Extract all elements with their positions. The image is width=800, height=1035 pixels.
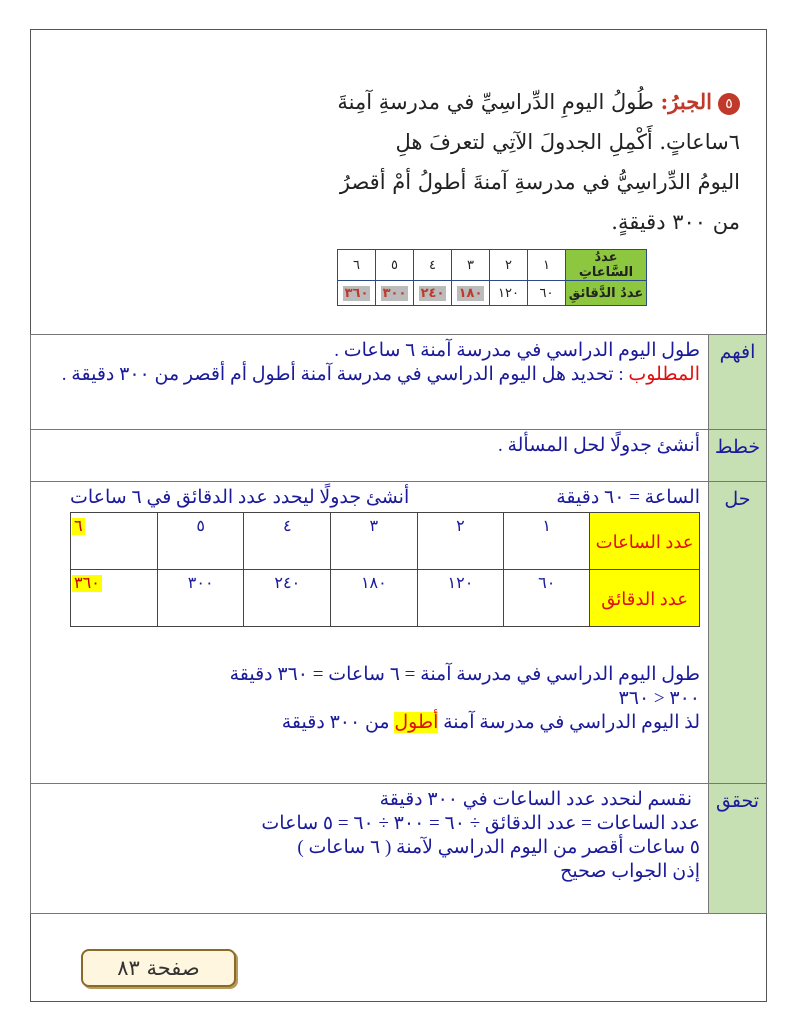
row-check [31, 784, 767, 914]
check-line-4: إذن الجواب صحيح [560, 861, 700, 882]
label-understand: افهم [709, 335, 767, 430]
problem-line-1: طُولُ اليومِ الدِّراسِيِّ في مدرسةِ آمِنةَ [337, 90, 654, 114]
problem-table-minutes-header: عددُ الدَّقائقِ [566, 281, 647, 306]
solve-longer-highlight: أطول [394, 712, 439, 733]
row-plan [31, 430, 767, 482]
solve-table-cell-highlight: ٦ [71, 513, 158, 570]
solve-table-hours-header: عدد الساعات [590, 513, 700, 570]
row-understand [31, 335, 767, 430]
solve-table-minutes-header: عدد الدقائق [590, 570, 700, 627]
problem-table-cell: ١٢٠ [490, 281, 528, 306]
solve-table-cell: ١٢٠ [417, 570, 504, 627]
solve-intro [70, 486, 700, 510]
content-solve [31, 482, 709, 784]
problem-table-cell: ٦ [338, 250, 376, 281]
problem-keyword: الجبرُ: [660, 89, 712, 114]
solve-table-cell: ٢٤٠ [244, 570, 331, 627]
required-text: : تحديد هل اليوم الدراسي في مدرسة آمنة أطول أم أقصر من ٣٠٠ دقيقة . [61, 364, 629, 385]
problem-table-cell: ١ [528, 250, 566, 281]
required-label: المطلوب [628, 364, 700, 385]
solve-table-cell-highlight: ٣٦٠ [71, 570, 158, 627]
problem-line-4: من ٣٠٠ دقيقةٍ. [611, 210, 740, 234]
solve-table-cell: ١٨٠ [331, 570, 418, 627]
problem-table-answer-cell: ٣٦٠ [338, 281, 376, 306]
content-understand [31, 335, 709, 430]
problem-table-answer-cell: ٣٠٠ [376, 281, 414, 306]
problem-line-2: ٦ساعاتٍ. أَكْمِلِ الجدولَ الآتِي لتعرفَ هلِ [395, 130, 740, 154]
check-line-3: ٥ ساعات أقصر من اليوم الدراسي لآمنة ( ٦ ساعات ) [297, 837, 700, 858]
problem-line-3: اليومُ الدِّراسِيُّ في مدرسةِ آمنةَ أطولُ أمْ أقصرُ [339, 170, 740, 194]
problem-table [337, 249, 647, 306]
solve-intro-a: الساعة = ٦٠ دقيقة [556, 487, 700, 508]
content-plan: أنشئ جدولًا لحل المسألة . [31, 430, 709, 482]
solve-table-cell: ٥ [157, 513, 244, 570]
solve-table-cell: ٣ [331, 513, 418, 570]
content-check [31, 784, 709, 914]
solution-table [30, 334, 767, 914]
problem-table-cell: ٤ [414, 250, 452, 281]
problem-table-row-hours [338, 250, 647, 281]
problem-statement [300, 82, 740, 242]
problem-table-cell: ٣ [452, 250, 490, 281]
solve-table-cell: ٢ [417, 513, 504, 570]
solve-table [70, 512, 700, 627]
problem-number-badge: ٥ [718, 93, 740, 115]
problem-table-answer-cell: ١٨٠ [452, 281, 490, 306]
understand-line-1: طول اليوم الدراسي في مدرسة آمنة ٦ ساعات . [334, 340, 700, 361]
problem-table-cell: ٥ [376, 250, 414, 281]
solve-line-1: طول اليوم الدراسي في مدرسة آمنة = ٦ ساعات = ٣٦٠ دقيقة [229, 664, 700, 685]
row-solve [31, 482, 767, 784]
understand-required [39, 363, 700, 387]
label-plan: خطط [709, 430, 767, 482]
problem-table-answer-cell: ٢٤٠ [414, 281, 452, 306]
problem-table-hours-header: عددُ السَّاعاتِ [566, 250, 647, 281]
solve-line-3: لذ اليوم الدراسي في مدرسة آمنة أطول من ٣٠٠ دقيقة [281, 712, 700, 733]
solve-table-cell: ٦٠ [504, 570, 590, 627]
solve-table-cell: ٤ [244, 513, 331, 570]
problem-table-cell: ٢ [490, 250, 528, 281]
problem-table-row-minutes [338, 281, 647, 306]
solve-table-cell: ٣٠٠ [157, 570, 244, 627]
label-check: تحقق [709, 784, 767, 914]
solve-line-2: ٣٠٠ < ٣٦٠ [618, 688, 700, 709]
label-solve: حل [709, 482, 767, 784]
check-line-1: نقسم لنحدد عدد الساعات في ٣٠٠ دقيقة [379, 789, 692, 810]
solve-table-row-hours [71, 513, 700, 570]
solve-table-cell: ١ [504, 513, 590, 570]
solve-table-row-minutes [71, 570, 700, 627]
page-number-label: صفحة ٨٣ [81, 949, 236, 987]
solve-intro-b: أنشئ جدولًا ليحدد عدد الدقائق في ٦ ساعات [70, 487, 410, 508]
check-line-2: عدد الساعات = عدد الدقائق ÷ ٦٠ = ٣٠٠ ÷ ٦٠ = ٥ ساعات [261, 813, 700, 834]
problem-table-cell: ٦٠ [528, 281, 566, 306]
